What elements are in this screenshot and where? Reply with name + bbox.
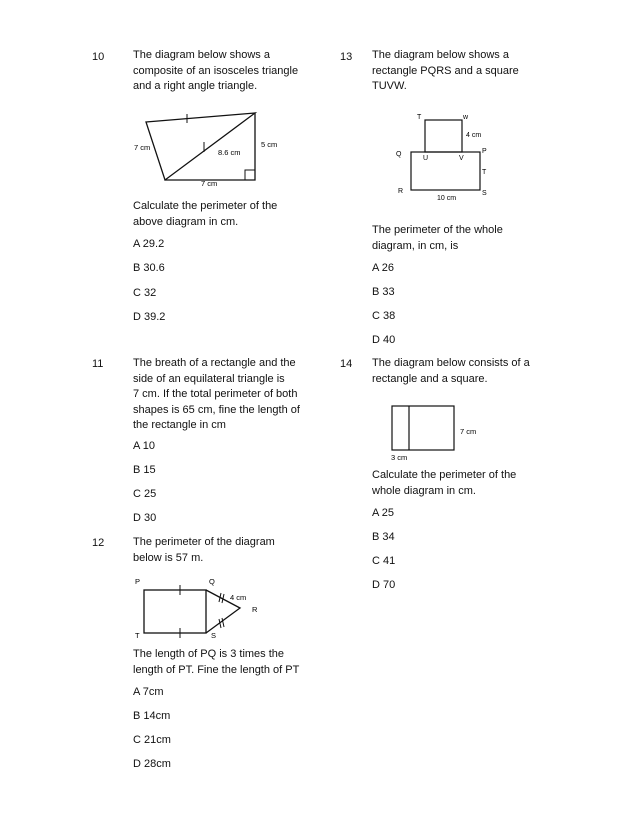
diagram-label: Q (396, 151, 402, 158)
option-d: D 70 (372, 579, 396, 591)
diagram-label: w (463, 114, 469, 121)
question-number: 12 (92, 537, 105, 549)
question-prompt: The perimeter of the diagram below is 57 m. (133, 536, 275, 564)
rectangle-square-combined-diagram (385, 400, 495, 465)
question-follow-up: Calculate the perimeter of the above diagram in cm. (133, 200, 278, 228)
option-b: B 15 (133, 464, 156, 476)
option-c: C 21cm (133, 734, 171, 746)
option-a: A 29.2 (133, 238, 165, 250)
diagram-label: T (135, 631, 140, 640)
diagram-label: R (398, 188, 404, 195)
option-a: A 10 (133, 440, 156, 452)
option-b: B 33 (372, 286, 395, 298)
diagram-label: 8.6 cm (218, 148, 241, 157)
diagram-label: 7 cm (134, 143, 151, 152)
option-b: B 30.6 (133, 262, 165, 274)
question-number: 13 (340, 51, 353, 63)
diagram-label: P (482, 148, 487, 155)
option-b: B 34 (372, 531, 395, 543)
option-d: D 39.2 (133, 311, 166, 323)
diagram-label: Q (209, 577, 215, 586)
option-a: A 25 (372, 507, 395, 519)
diagram-label: 4 cm (230, 593, 247, 602)
diagram-label: P (135, 577, 141, 586)
diagram-label: 3 cm (391, 453, 408, 462)
diagram-label: S (482, 190, 487, 197)
question-prompt: The diagram below shows a rectangle PQRS and a square TUVW. (372, 49, 519, 92)
diagram-label: S (211, 631, 217, 640)
question-number: 11 (92, 358, 104, 370)
option-d: D 30 (133, 512, 157, 524)
triangle-composite-diagram (125, 105, 295, 190)
option-d: D 28cm (133, 758, 171, 770)
option-c: C 25 (133, 488, 157, 500)
question-follow-up: The length of PQ is 3 times the length of PT. Fine the length of PT (133, 648, 300, 676)
question-prompt: The breath of a rectangle and the side of an equilateral triangle is 7 cm. If the total perimeter of both shapes is 65 cm, fine the length of the rectangle in cm (133, 357, 300, 431)
diagram-label: 7 cm (201, 179, 218, 188)
question-prompt: The diagram below shows a composite of an isosceles triangle and a right angle triangle. (133, 49, 299, 92)
question-number: 14 (340, 358, 353, 370)
question-follow-up: The perimeter of the whole diagram, in cm, is (372, 224, 503, 252)
question-prompt: The diagram below consists of a rectangle and a square. (372, 357, 530, 385)
diagram-label: 5 cm (261, 140, 278, 149)
option-a: A 7cm (133, 686, 164, 698)
diagram-label: 10 cm (437, 195, 457, 202)
diagram-label: T (482, 169, 487, 176)
option-b: B 14cm (133, 710, 171, 722)
diagram-label: 7 cm (460, 427, 477, 436)
option-d: D 40 (372, 334, 396, 346)
diagram-label: R (252, 605, 258, 614)
diagram-label: T (417, 114, 422, 121)
diagram-label: 4 cm (466, 132, 482, 139)
diagram-label: V (459, 155, 464, 162)
diagram-label: U (423, 155, 429, 162)
option-c: C 38 (372, 310, 396, 322)
option-a: A 26 (372, 262, 395, 274)
question-follow-up: Calculate the perimeter of the whole diagram in cm. (372, 469, 517, 497)
rectangle-triangle-diagram (125, 572, 275, 644)
question-number: 10 (92, 51, 105, 63)
option-c: C 32 (133, 287, 157, 299)
option-c: C 41 (372, 555, 396, 567)
rectangle-square-diagram (390, 110, 500, 205)
